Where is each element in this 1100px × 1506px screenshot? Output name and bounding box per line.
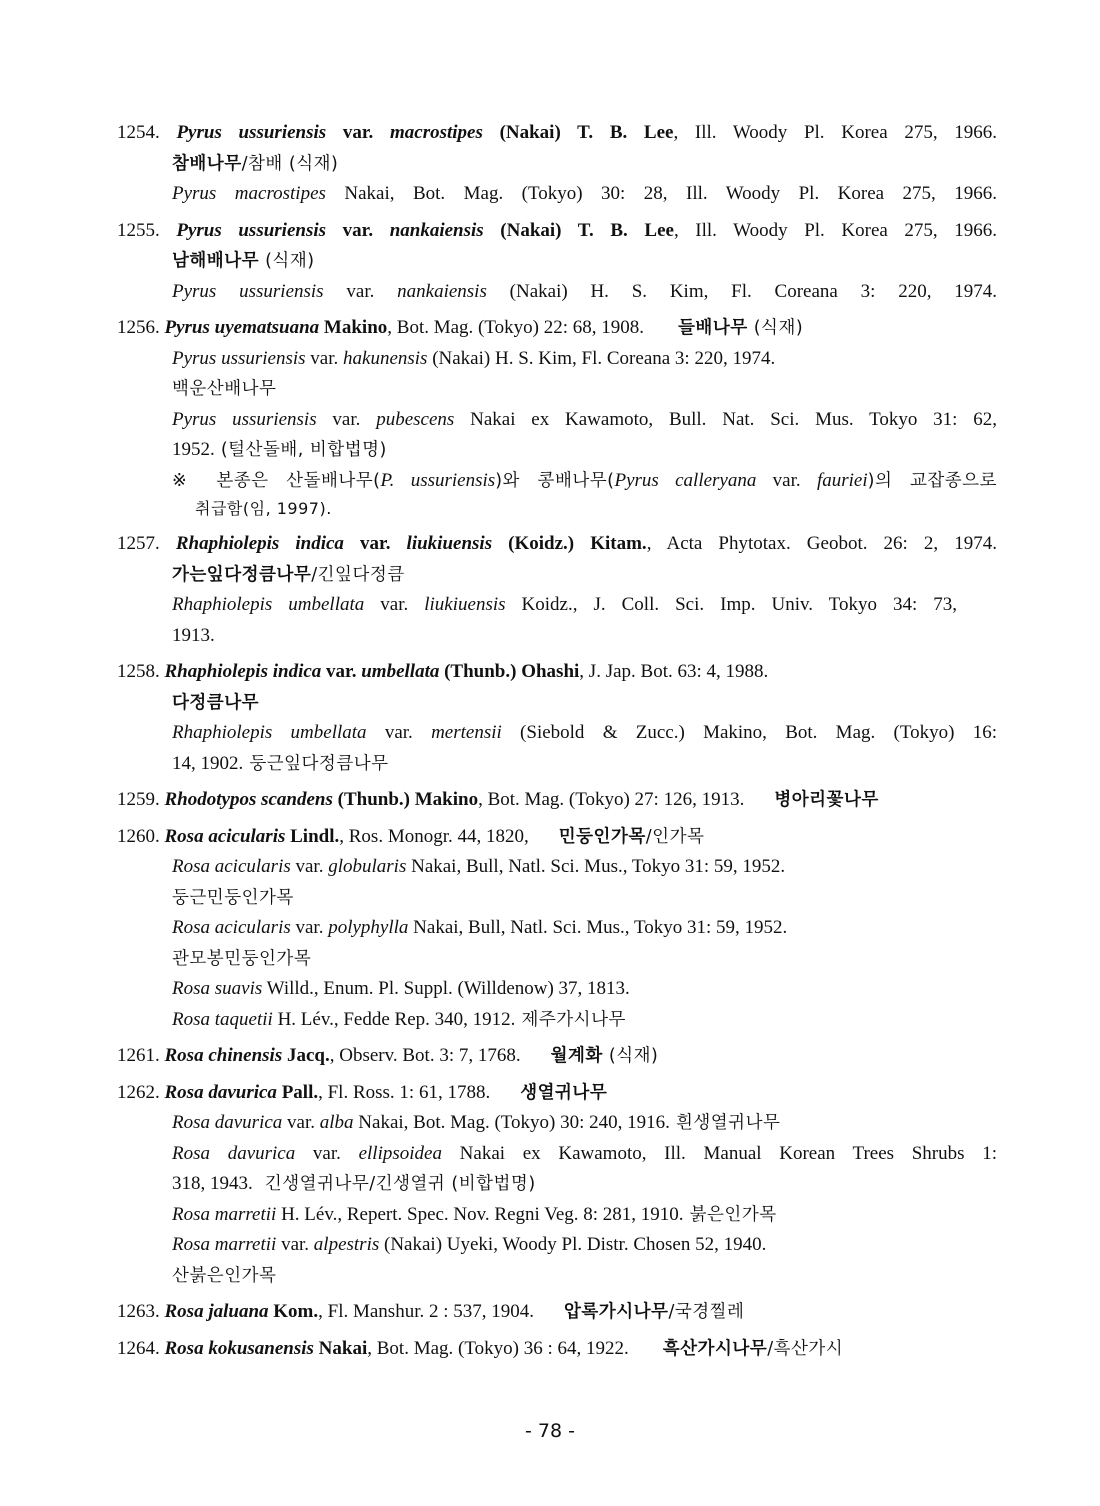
korean-name-line: 참배나무/참배 (식재) xyxy=(172,153,339,174)
synonym-line: 1913. xyxy=(172,624,215,646)
entry-heading: 1259. Rhodotypos scandens (Thunb.) Makino, Bot. Mag. (Tokyo) 27: 126, 1913. 병아리꽃나무 xyxy=(117,789,879,810)
korean-name-line: 남해배나무 (식재) xyxy=(172,251,315,271)
synonym-line: Rosa acicularis var. globularis Nakai, Bull, Natl. Sci. Mus., Tokyo 31: 59, 1952. xyxy=(172,856,786,877)
entry-1254 xyxy=(117,118,997,210)
species-list xyxy=(117,118,997,1370)
entry-heading: 1255. Pyrus ussuriensis var. nankaiensis (Nakai) T. B. Lee, Ill. Woody Pl. Korea 275, 1966. xyxy=(117,219,998,241)
entry-1264 xyxy=(117,1334,997,1365)
entry-1263 xyxy=(117,1297,997,1328)
korean-name-line: 산붉은인가목 xyxy=(172,1265,277,1286)
synonym-line: Rosa davurica var. ellipsoidea Nakai ex Kawamoto, Ill. Manual Korean Trees Shrubs 1: xyxy=(172,1142,997,1164)
synonym-line: Pyrus ussuriensis var. nankaiensis (Nakai) H. S. Kim, Fl. Coreana 3: 220, 1974. xyxy=(172,280,997,302)
entry-heading: 1262. Rosa davurica Pall., Fl. Ross. 1: 61, 1788. 생열귀나무 xyxy=(117,1081,608,1103)
entry-heading: 1254. Pyrus ussuriensis var. macrostipes (Nakai) T. B. Lee, Ill. Woody Pl. Korea 275, 1966. xyxy=(117,122,998,143)
entry-heading: 1261. Rosa chinensis Jacq., Observ. Bot. 3: 7, 1768. 월계화 (식재) xyxy=(117,1045,659,1066)
entry-1260 xyxy=(117,822,997,1036)
synonym-line: Rosa suavis Willd., Enum. Pl. Suppl. (Willdenow) 37, 1813. xyxy=(172,978,630,999)
entry-1259 xyxy=(117,785,997,816)
korean-name-line: 둥근민둥인가목 xyxy=(172,887,294,908)
synonym-line: Pyrus ussuriensis var. pubescens Nakai ex Kawamoto, Bull. Nat. Sci. Mus. Tokyo 31: 62, xyxy=(172,408,997,430)
entry-1261 xyxy=(117,1041,997,1072)
entry-heading: 1258. Rhaphiolepis indica var. umbellata (Thunb.) Ohashi, J. Jap. Bot. 63: 4, 1988. xyxy=(117,661,769,682)
entry-heading: 1260. Rosa acicularis Lindl., Ros. Monogr. 44, 1820, 민둥인가목/인가목 xyxy=(117,825,705,847)
korean-name-line: 다정큼나무 xyxy=(172,692,260,713)
synonym-line: Rosa taquetii H. Lév., Fedde Rep. 340, 1912. 제주가시나무 xyxy=(172,1008,626,1030)
korean-name-line: 가는잎다정큼나무/긴잎다정큼 xyxy=(172,564,405,585)
entry-1262 xyxy=(117,1078,997,1292)
entry-1255 xyxy=(117,216,997,308)
entry-1258 xyxy=(117,657,997,779)
synonym-line: 1952. (털산돌배, 비합법명) xyxy=(172,439,387,460)
entry-heading: 1256. Pyrus uyematsuana Makino, Bot. Mag. (Tokyo) 22: 68, 1908. 들배나무 (식재) xyxy=(117,317,804,338)
entry-heading: 1264. Rosa kokusanensis Nakai, Bot. Mag. (Tokyo) 36 : 64, 1922. 흑산가시나무/흑산가시 xyxy=(117,1337,844,1359)
synonym-line: Rosa marretii H. Lév., Repert. Spec. Nov. Regni Veg. 8: 281, 1910. 붉은인가목 xyxy=(172,1203,777,1225)
entry-heading: 1263. Rosa jaluana Kom., Fl. Manshur. 2 : 537, 1904. 압록가시나무/국경찔레 xyxy=(117,1301,745,1322)
korean-name-line: 백운산배나무 xyxy=(172,379,277,399)
synonym-line: Rhaphiolepis umbellata var. liukiuensis Koidz., J. Coll. Sci. Imp. Univ. Tokyo 34: 73, xyxy=(172,594,957,615)
entry-1257 xyxy=(117,529,997,651)
korean-name-line: 관모봉민둥인가목 xyxy=(172,948,312,969)
synonym-line: 318, 1943. 긴생열귀나무/긴생열귀 (비합법명) xyxy=(172,1173,536,1194)
remark-note: ※ 본종은 산돌배나무(P. ussuriensis)와 콩배나무(Pyrus calleryana var. fauriei)의 교잡종으로 xyxy=(172,469,997,491)
synonym-line: Rosa davurica var. alba Nakai, Bot. Mag. (Tokyo) 30: 240, 1916. 흰생열귀나무 xyxy=(172,1112,781,1133)
remark-note-continued: 취급함(임, 1997). xyxy=(195,499,332,518)
synonym-line: 14, 1902. 둥근잎다정큼나무 xyxy=(172,752,389,774)
synonym-line: Rosa marretii var. alpestris (Nakai) Uyeki, Woody Pl. Distr. Chosen 52, 1940. xyxy=(172,1234,767,1255)
synonym-line: Pyrus ussuriensis var. hakunensis (Nakai) H. S. Kim, Fl. Coreana 3: 220, 1974. xyxy=(172,347,776,369)
entry-1256 xyxy=(117,313,997,523)
synonym-line: Pyrus macrostipes Nakai, Bot. Mag. (Tokyo) 30: 28, Ill. Woody Pl. Korea 275, 1966. xyxy=(172,183,998,204)
synonym-line: Rosa acicularis var. polyphylla Nakai, Bull, Natl. Sci. Mus., Tokyo 31: 59, 1952. xyxy=(172,917,788,938)
synonym-line: Rhaphiolepis umbellata var. mertensii (Siebold & Zucc.) Makino, Bot. Mag. (Tokyo) 16: xyxy=(172,722,998,743)
entry-heading: 1257. Rhaphiolepis indica var. liukiuensis (Koidz.) Kitam., Acta Phytotax. Geobot. 26: 2, 1974. xyxy=(117,533,997,554)
page-number: - 78 - xyxy=(525,1420,575,1442)
